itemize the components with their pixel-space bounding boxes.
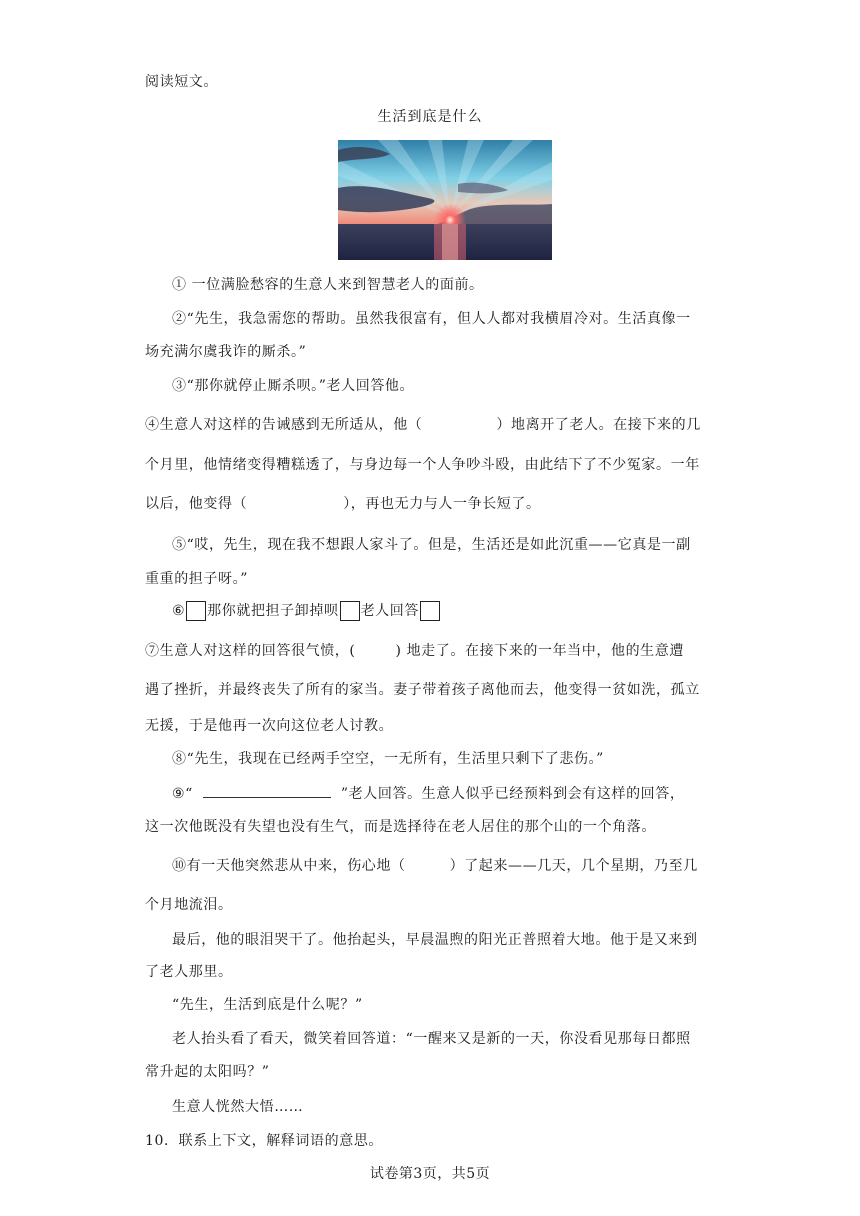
paragraph-6-number: ⑥ (172, 603, 186, 619)
paragraph-13-line-2: 常升起的太阳吗？” (145, 1064, 270, 1080)
paragraph-13-line-1: 老人抬头看了看天，微笑着回答道：“一醒来又是新的一天，你没看见那每日都照 (172, 1031, 691, 1047)
paragraph-6-text-b: 老人回答 (360, 603, 419, 619)
paragraph-6-text-a: 那你就把担子卸掉呗 (207, 603, 339, 619)
paragraph-4-text-c: 以后，他变得（ (145, 496, 248, 512)
intro-text: 阅读短文。 (145, 74, 218, 90)
punctuation-box-3[interactable] (420, 601, 440, 621)
page-footer: 试卷第3页，共5页 (369, 1166, 491, 1182)
sunset-image (338, 140, 552, 260)
paragraph-10-line-1 (172, 856, 698, 876)
paragraph-7-text-a: ⑦生意人对这样的回答很气愤，( (145, 643, 356, 659)
question-10: 10．联系上下文，解释词语的意思。 (145, 1133, 384, 1149)
paragraph-4-text-b: ）地离开了老人。在接下来的几 (496, 417, 701, 433)
paragraph-9-line-2: 这一次他既没有失望也没有生气，而是选择待在老人居住的那个山的一个角落。 (145, 819, 656, 835)
paragraph-2-line-2: 场充满尔虞我诈的厮杀。” (145, 344, 307, 360)
paragraph-3: ③“那你就停止厮杀呗。”老人回答他。 (172, 378, 415, 394)
answer-underline[interactable] (203, 783, 331, 798)
paragraph-12: “先生，生活到底是什么呢？” (172, 997, 363, 1013)
paragraph-9-text-a: ⑨“ (172, 786, 193, 802)
paragraph-4-line-3 (145, 494, 541, 514)
sunset-photo (338, 140, 552, 260)
paragraph-8: ⑧“先生，我现在已经两手空空，一无所有，生活里只剩下了悲伤。” (172, 751, 604, 767)
passage-title: 生活到底是什么 (377, 109, 483, 125)
paragraph-10-line-2: 个月地流泪。 (145, 897, 233, 913)
paragraph-7-line-1 (145, 641, 684, 661)
paragraph-9-text-b: ”老人回答。生意人似乎已经预料到会有这样的回答， (340, 786, 685, 802)
paragraph-11-line-1: 最后，他的眼泪哭干了。他抬起头，早晨温煦的阳光正普照着大地。他于是又来到 (172, 932, 698, 948)
paragraph-14: 生意人恍然大悟…… (172, 1099, 304, 1115)
paragraph-4-text-d: ），再也无力与人一争长短了。 (343, 496, 541, 512)
paragraph-6 (172, 601, 441, 621)
paragraph-11-line-2: 了老人那里。 (145, 964, 233, 980)
paragraph-2-line-1: ②“先生，我急需您的帮助。虽然我很富有，但人人都对我横眉冷对。生活真像一 (172, 311, 691, 327)
paragraph-10-text-a: ⑩有一天他突然悲从中来，伤心地（ (172, 858, 406, 874)
paragraph-4-line-2: 个月里，他情绪变得糟糕透了，与身边每一个人争吵斗殴，由此结下了不少冤家。一年 (145, 457, 700, 473)
paragraph-5-line-2: 重重的担子呀。” (145, 571, 248, 587)
paragraph-10-text-b: ）了起来——几天，几个星期，乃至几 (449, 858, 698, 874)
paragraph-7-line-2: 遇了挫折，并最终丧失了所有的家当。妻子带着孩子离他而去，他变得一贫如洗，孤立 (145, 682, 700, 698)
paragraph-1: ① 一位满脸愁容的生意人来到智慧老人的面前。 (172, 277, 484, 293)
punctuation-box-1[interactable] (186, 601, 206, 621)
paragraph-5-line-1: ⑤“哎，先生，现在我不想跟人家斗了。但是，生活还是如此沉重——它真是一副 (172, 537, 691, 553)
paragraph-7-text-b: ) 地走了。在接下来的一年当中，他的生意遭 (395, 643, 684, 659)
paragraph-7-line-3: 无援，于是他再一次向这位老人讨教。 (145, 718, 394, 734)
paragraph-9-line-1 (172, 783, 684, 804)
punctuation-box-2[interactable] (340, 601, 360, 621)
paragraph-4-line-1 (145, 415, 701, 435)
paragraph-4-text-a: ④生意人对这样的告诫感到无所适从，他（ (145, 417, 423, 433)
